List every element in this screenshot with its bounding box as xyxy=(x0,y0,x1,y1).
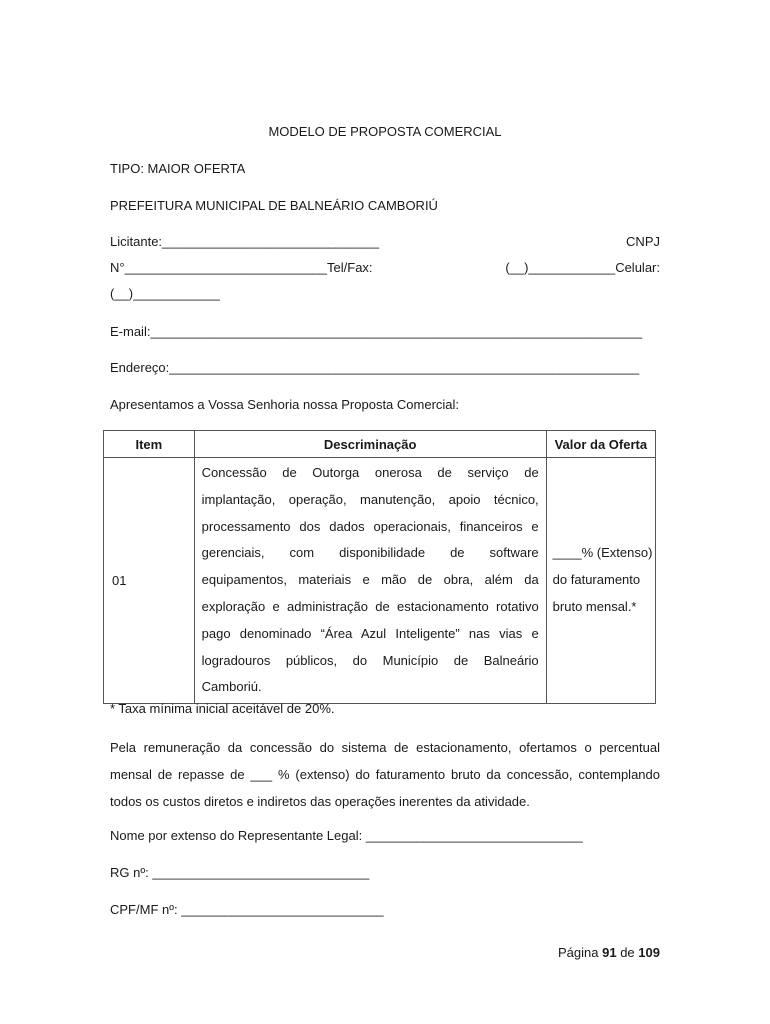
endereco-field: Endereço:_________________________________________________________________ xyxy=(110,360,640,375)
document-title: MODELO DE PROPOSTA COMERCIAL xyxy=(268,124,502,139)
header-descriminacao: Descriminação xyxy=(194,431,546,458)
remuneration-paragraph: Pela remuneração da concessão do sistema de estacionamento, ofertamos o percentual mensal de repasse de ___ % (extenso) do faturamento bruto da concessão, contemplando todos os custos diretos e indiretos das operações inerentes da atividade. xyxy=(110,740,660,809)
footer-of: de xyxy=(620,945,635,960)
proposal-table xyxy=(103,430,656,704)
table-header-row xyxy=(104,431,656,458)
footer-page-number: 91 xyxy=(602,945,617,960)
cpf-field: CPF/MF nº: ____________________________ xyxy=(110,902,384,917)
licitante-field: Licitante:______________________________ xyxy=(110,234,379,249)
header-item: Item xyxy=(104,431,195,458)
representante-field: Nome por extenso do Representante Legal: ______________________________ xyxy=(110,828,583,843)
numero-field: N°____________________________Tel/Fax: xyxy=(110,260,373,275)
page-footer xyxy=(558,945,660,960)
entity-line: PREFEITURA MUNICIPAL DE BALNEÁRIO CAMBORIÚ xyxy=(110,198,438,213)
description-cell: Concessão de Outorga onerosa de serviço de implantação, operação, manutenção, apoio técnico, processamento dos dados operacionais, financeiros e gerenciais, com disponibilidade de software equipamentos, materiais e mão de obra, além da exploração e administração de estacionamento rotativo pago denominado “Área Azul Inteligente” nas vias e logradouros públicos, do Município de Balneário Camboriú. xyxy=(194,458,546,704)
value-cell: ____% (Extenso) do faturamento bruto mensal.* xyxy=(546,458,655,704)
tipo-line: TIPO: MAIOR OFERTA xyxy=(110,161,246,176)
table-row xyxy=(104,458,656,704)
footer-total-pages: 109 xyxy=(638,945,660,960)
note-text: * Taxa mínima inicial aceitável de 20%. xyxy=(110,701,335,716)
item-cell: 01 xyxy=(104,458,195,704)
email-field: E-mail:____________________________________________________________________ xyxy=(110,324,643,339)
celular-field: (__)____________ xyxy=(110,286,220,301)
intro-text: Apresentamos a Vossa Senhoria nossa Proposta Comercial: xyxy=(110,397,460,412)
footer-prefix: Página xyxy=(558,945,599,960)
header-valor: Valor da Oferta xyxy=(546,431,655,458)
tel-area-field: (__)____________Celular: xyxy=(505,260,660,275)
cnpj-label: CNPJ xyxy=(626,234,660,249)
rg-field: RG nº: ______________________________ xyxy=(110,865,370,880)
